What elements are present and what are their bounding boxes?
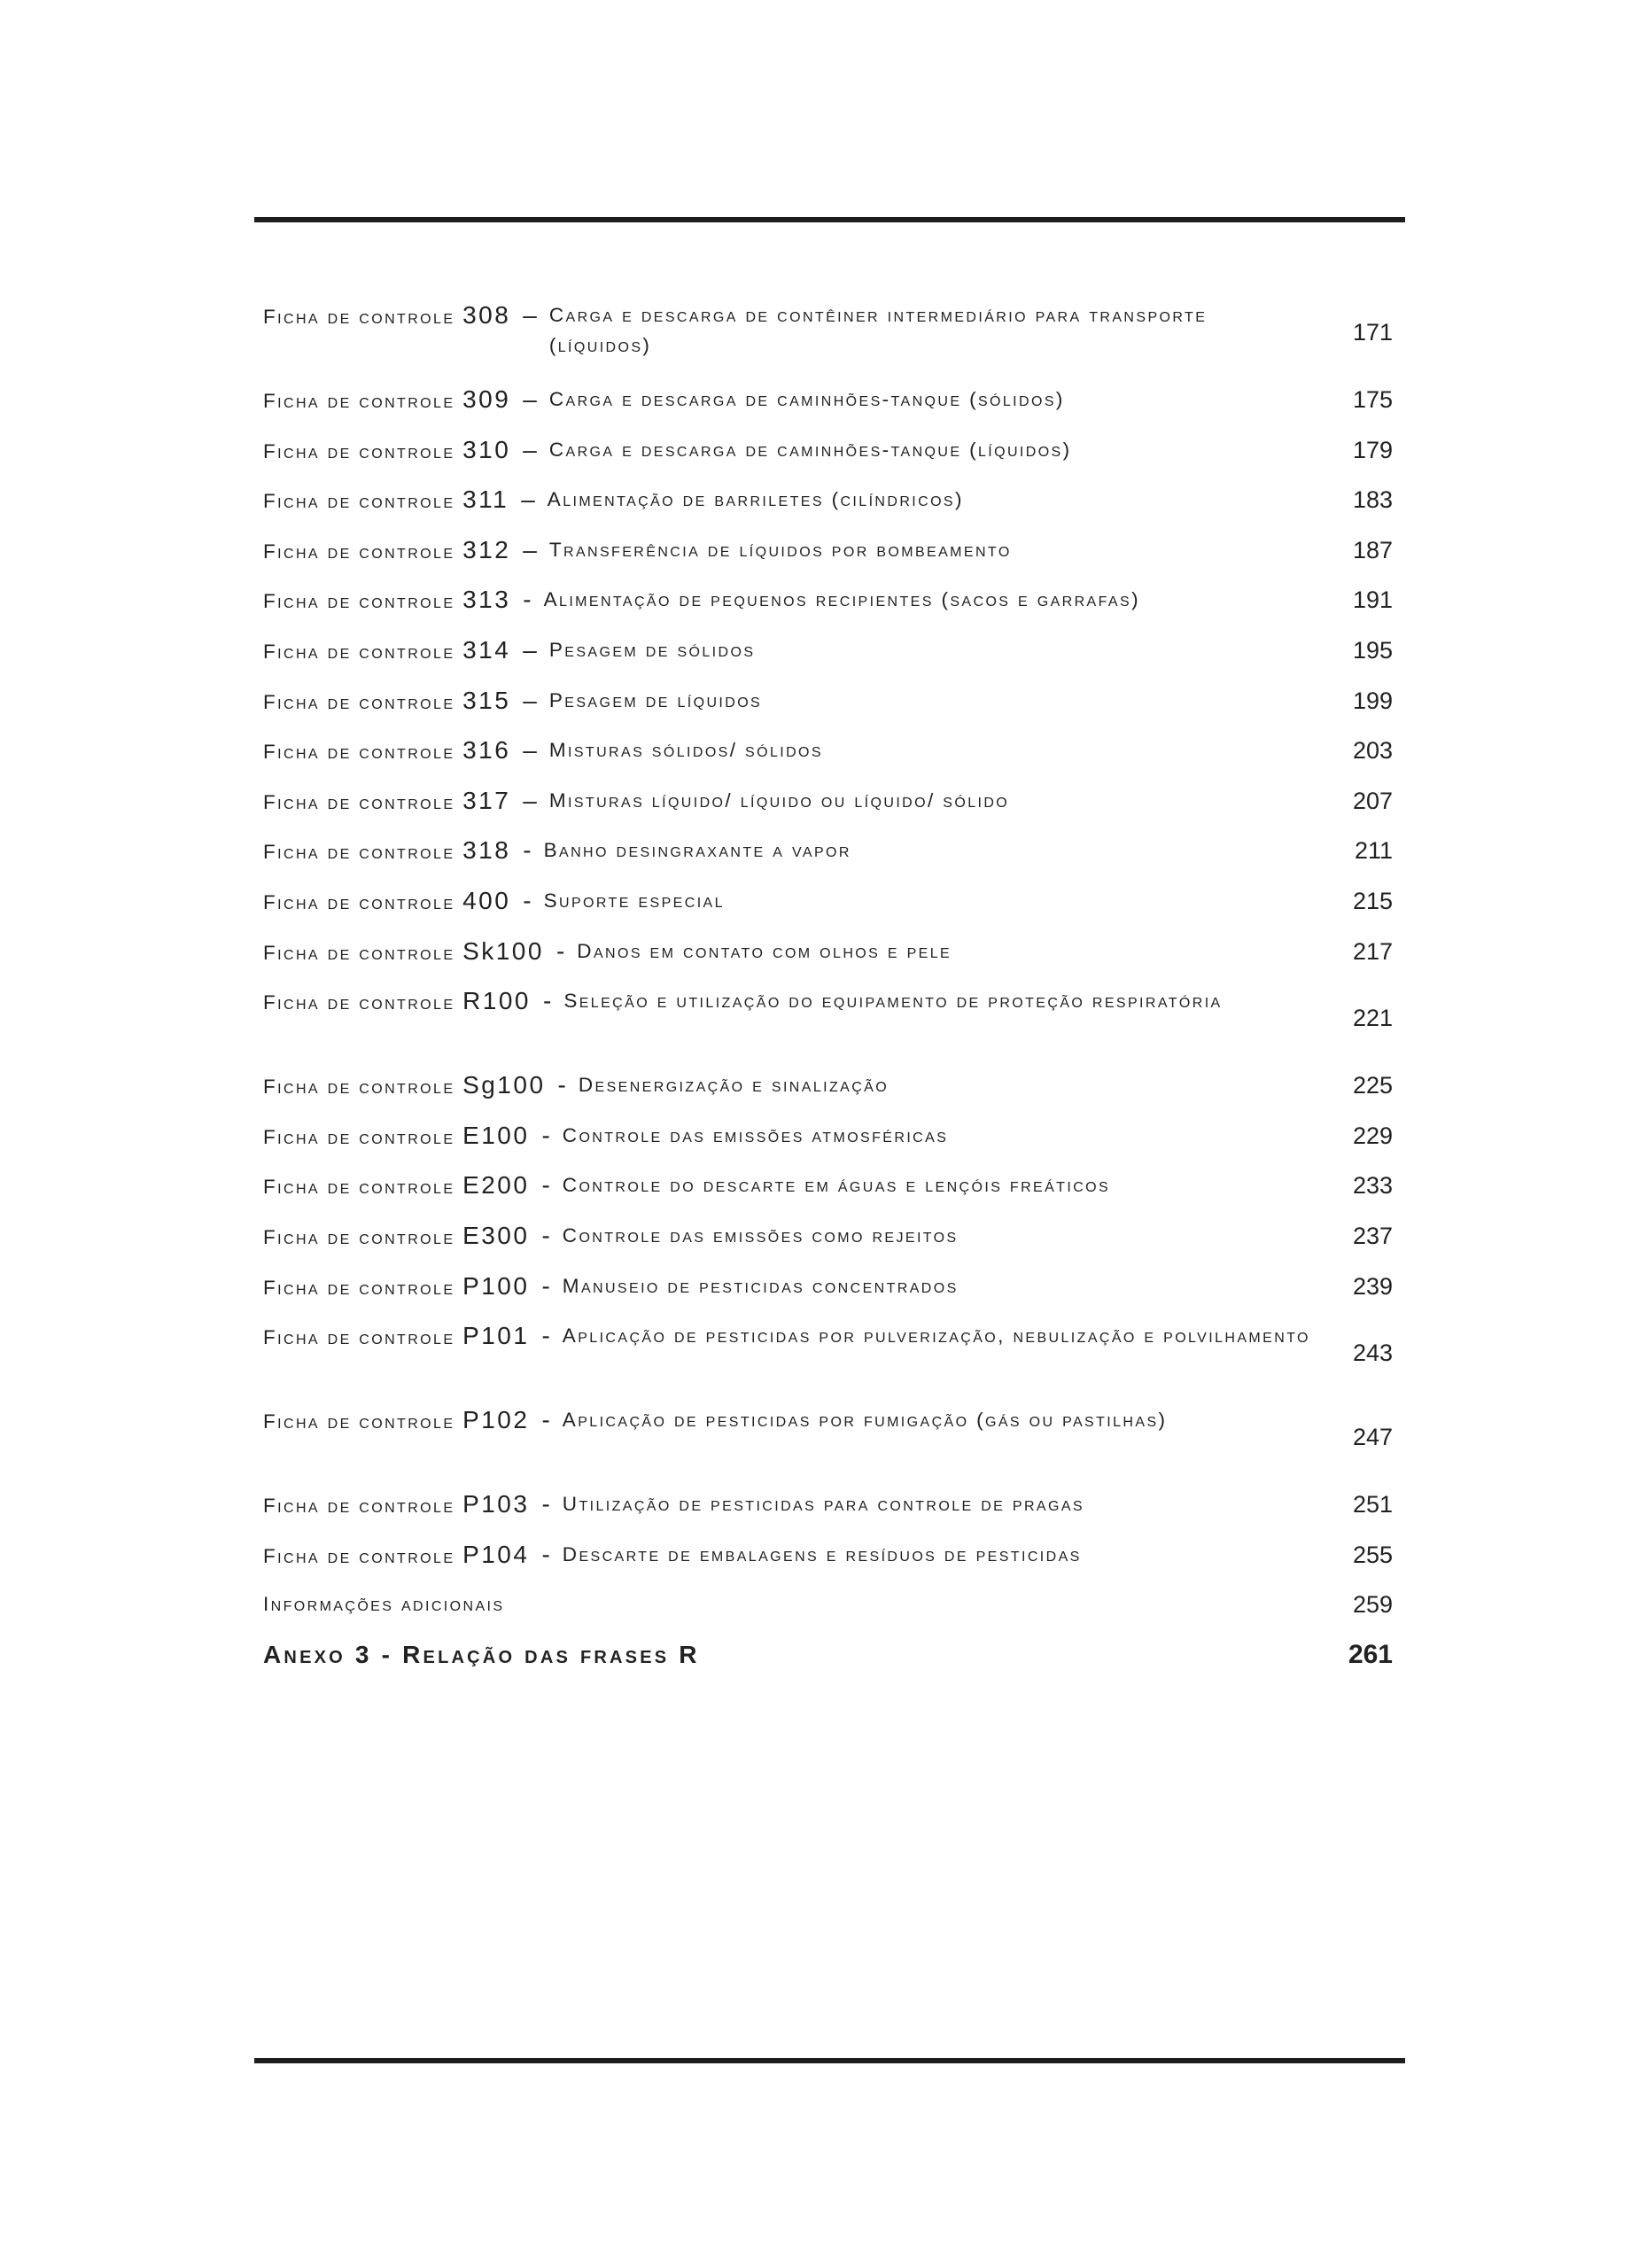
entry-title: Carga e descarga de caminhões-tanque (sólidos) bbox=[548, 388, 1065, 410]
toc-entry[interactable] bbox=[263, 532, 1393, 583]
toc-entry[interactable] bbox=[263, 1318, 1393, 1402]
entry-lead-label: Ficha de controle bbox=[263, 1225, 455, 1248]
entry-title: Controle das emissões atmosféricas bbox=[562, 1123, 949, 1146]
entry-page-number: 187 bbox=[1352, 536, 1393, 563]
entry-page-number: 233 bbox=[1352, 1172, 1393, 1200]
entry-page-number: 251 bbox=[1352, 1491, 1393, 1518]
entry-title: Controle das emissões como rejeitos bbox=[562, 1223, 959, 1247]
entry-lead-label: Ficha de controle bbox=[263, 1544, 455, 1567]
entry-page-number: 239 bbox=[1352, 1272, 1393, 1300]
entry-page-number: 171 bbox=[1352, 319, 1393, 346]
entry-lead-label: Ficha de controle bbox=[263, 790, 455, 813]
entry-lead bbox=[263, 1168, 529, 1205]
entry-page-number: 211 bbox=[1354, 837, 1393, 865]
entry-code: P101 bbox=[462, 1322, 530, 1350]
toc-entry[interactable] bbox=[263, 1269, 1393, 1319]
entry-separator: – bbox=[523, 786, 537, 814]
entry-lead bbox=[263, 1269, 529, 1306]
toc-entry-additional-info[interactable] bbox=[263, 1587, 1393, 1637]
entry-lead bbox=[263, 833, 510, 870]
entry-separator: - bbox=[523, 586, 532, 614]
entry-page-number: 175 bbox=[1352, 386, 1393, 413]
entry-separator: - bbox=[541, 1322, 550, 1350]
entry-page-number: 179 bbox=[1352, 436, 1393, 463]
entry-lead-label: Ficha de controle bbox=[263, 540, 455, 563]
entry-lead bbox=[263, 733, 510, 770]
table-of-contents bbox=[263, 298, 1393, 1690]
entry-lead-label: Ficha de controle bbox=[263, 890, 455, 913]
toc-entry[interactable] bbox=[263, 1068, 1393, 1118]
toc-entry-annex-3[interactable] bbox=[263, 1637, 1393, 1690]
toc-entry[interactable] bbox=[263, 432, 1393, 483]
entry-separator: – bbox=[523, 686, 537, 714]
entry-lead bbox=[263, 783, 510, 820]
entry-code: Sk100 bbox=[462, 936, 544, 965]
toc-entry[interactable] bbox=[263, 1218, 1393, 1269]
entry-code: 309 bbox=[462, 385, 511, 413]
entry-title: Informações adicionais bbox=[263, 1593, 505, 1616]
entry-page-number: 229 bbox=[1352, 1122, 1393, 1149]
entry-lead bbox=[263, 432, 510, 470]
entry-lead-label: Ficha de controle bbox=[263, 1125, 455, 1148]
entry-page-number: 259 bbox=[1352, 1591, 1393, 1619]
entry-separator: - bbox=[543, 987, 552, 1015]
entry-code: 400 bbox=[462, 886, 511, 914]
annex-page-number: 261 bbox=[1348, 1639, 1393, 1669]
entry-separator: – bbox=[523, 535, 537, 563]
entry-title: Carga e descarga de contêiner intermediário para transporte (líquidos) bbox=[548, 304, 1208, 356]
toc-entry[interactable] bbox=[263, 582, 1393, 633]
entry-title: Desenergização e sinalização bbox=[578, 1074, 890, 1097]
entry-separator: – bbox=[523, 435, 537, 463]
entry-lead bbox=[263, 482, 509, 519]
entry-title: Pesagem de líquidos bbox=[548, 688, 763, 711]
toc-entry[interactable] bbox=[263, 482, 1393, 532]
entry-code: 313 bbox=[462, 586, 511, 614]
entry-lead-label: Ficha de controle bbox=[263, 741, 455, 764]
entry-code: R100 bbox=[462, 987, 531, 1015]
entry-page-number: 195 bbox=[1352, 636, 1393, 664]
entry-title: Aplicação de pesticidas por fumigação (gás ou pastilhas) bbox=[562, 1409, 1168, 1432]
entry-separator: – bbox=[523, 301, 537, 329]
entry-lead-label: Ficha de controle bbox=[263, 640, 455, 663]
entry-title: Descarte de embalagens e resíduos de pesticidas bbox=[562, 1542, 1082, 1565]
entry-separator: - bbox=[541, 1490, 550, 1518]
entry-separator: - bbox=[523, 886, 532, 914]
entry-lead-label: Ficha de controle bbox=[263, 439, 455, 462]
entry-code: 311 bbox=[462, 485, 509, 514]
entry-code: P103 bbox=[462, 1490, 530, 1518]
toc-entry[interactable] bbox=[263, 1118, 1393, 1169]
entry-page-number: 207 bbox=[1352, 787, 1393, 814]
entry-title: Aplicação de pesticidas por pulverização, nebulização e polvilhamento bbox=[562, 1324, 1310, 1348]
toc-entry[interactable] bbox=[263, 633, 1393, 683]
toc-entry[interactable] bbox=[263, 298, 1393, 382]
entry-page-number: 203 bbox=[1352, 737, 1393, 765]
entry-title: Transferência de líquidos por bombeamento bbox=[548, 538, 1012, 561]
entry-lead-label: Ficha de controle bbox=[263, 306, 455, 328]
toc-entry[interactable] bbox=[263, 883, 1393, 934]
toc-entry[interactable] bbox=[263, 983, 1393, 1068]
entry-page-number: 247 bbox=[1352, 1424, 1393, 1451]
entry-lead bbox=[263, 382, 510, 419]
entry-lead bbox=[263, 1537, 529, 1574]
toc-entry[interactable] bbox=[263, 833, 1393, 883]
entry-page-number: 237 bbox=[1352, 1222, 1393, 1249]
toc-entry[interactable] bbox=[263, 683, 1393, 734]
entry-lead bbox=[263, 683, 510, 720]
entry-title: Pesagem de sólidos bbox=[548, 638, 756, 661]
entry-code: 314 bbox=[462, 635, 511, 664]
entry-lead-label: Ficha de controle bbox=[263, 841, 455, 864]
entry-lead-label: Ficha de controle bbox=[263, 1410, 455, 1433]
entry-lead bbox=[263, 633, 510, 670]
entry-separator: - bbox=[541, 1171, 550, 1200]
entry-separator: – bbox=[521, 485, 535, 514]
entry-separator: - bbox=[523, 836, 532, 865]
entry-title: Banho desingraxante a vapor bbox=[543, 839, 851, 862]
entry-lead-label: Ficha de controle bbox=[263, 1326, 455, 1349]
entry-page-number: 183 bbox=[1352, 486, 1393, 514]
entry-separator: – bbox=[523, 736, 537, 765]
entry-title: Suporte especial bbox=[543, 889, 725, 912]
entry-code: P102 bbox=[462, 1406, 530, 1434]
entry-separator: - bbox=[541, 1406, 550, 1434]
entry-lead-label: Ficha de controle bbox=[263, 1495, 455, 1518]
entry-lead bbox=[263, 1487, 529, 1524]
entry-separator: – bbox=[523, 635, 537, 664]
entry-lead-label: Ficha de controle bbox=[263, 490, 455, 513]
entry-separator: - bbox=[541, 1221, 550, 1249]
entry-lead-label: Ficha de controle bbox=[263, 991, 455, 1014]
entry-title: Utilização de pesticidas para controle de pragas bbox=[562, 1493, 1084, 1516]
entry-title: Alimentação de barriletes (cilíndricos) bbox=[547, 488, 964, 511]
toc-entry[interactable] bbox=[263, 733, 1393, 783]
annex-title: Anexo 3 - Relação das frases R bbox=[263, 1640, 700, 1668]
entry-lead-label: Ficha de controle bbox=[263, 690, 455, 713]
entry-code: Sg100 bbox=[462, 1071, 546, 1099]
entry-title: Carga e descarga de caminhões-tanque (líquidos) bbox=[548, 438, 1072, 461]
entry-lead bbox=[263, 983, 531, 1021]
toc-entry[interactable] bbox=[263, 1402, 1393, 1487]
entry-page-number: 217 bbox=[1352, 937, 1393, 965]
entry-title: Seleção e utilização do equipamento de proteção respiratória bbox=[563, 990, 1223, 1013]
entry-code: E300 bbox=[462, 1221, 530, 1249]
entry-lead-label: Ficha de controle bbox=[263, 390, 455, 412]
entry-lead bbox=[263, 298, 510, 335]
entry-title: Manuseio de pesticidas concentrados bbox=[562, 1274, 959, 1297]
entry-lead-label: Ficha de controle bbox=[263, 1176, 455, 1199]
toc-entry[interactable] bbox=[263, 783, 1393, 834]
entry-code: P104 bbox=[462, 1540, 530, 1568]
entry-lead bbox=[263, 883, 510, 920]
entry-title: Danos em contato com olhos e pele bbox=[577, 939, 952, 962]
entry-title: Controle do descarte em águas e lençóis freáticos bbox=[562, 1174, 1111, 1197]
entry-title: Misturas sólidos/ sólidos bbox=[548, 739, 823, 762]
entry-code: 312 bbox=[462, 535, 511, 563]
entry-code: 317 bbox=[462, 786, 511, 814]
entry-lead bbox=[263, 1402, 529, 1440]
entry-code: 315 bbox=[462, 686, 511, 714]
entry-page-number: 191 bbox=[1352, 586, 1393, 614]
entry-lead-label: Ficha de controle bbox=[263, 941, 455, 964]
bottom-rule bbox=[254, 2058, 1405, 2063]
entry-lead bbox=[263, 934, 544, 971]
entry-lead bbox=[263, 1068, 546, 1105]
entry-separator: - bbox=[557, 1071, 566, 1099]
entry-code: E200 bbox=[462, 1171, 530, 1200]
entry-lead-label: Ficha de controle bbox=[263, 1276, 455, 1299]
entry-lead bbox=[263, 1118, 529, 1155]
top-rule bbox=[254, 217, 1405, 222]
entry-lead bbox=[263, 1218, 529, 1255]
entry-lead bbox=[263, 1318, 529, 1355]
entry-separator: - bbox=[541, 1540, 550, 1568]
toc-entry[interactable] bbox=[263, 934, 1393, 984]
entry-code: 310 bbox=[462, 435, 511, 463]
toc-entry[interactable] bbox=[263, 1537, 1393, 1588]
entry-separator: - bbox=[541, 1271, 550, 1300]
toc-entry[interactable] bbox=[263, 1168, 1393, 1218]
entry-page-number: 215 bbox=[1352, 887, 1393, 914]
entry-separator: - bbox=[555, 936, 565, 965]
entry-code: 316 bbox=[462, 736, 511, 765]
entry-page-number: 243 bbox=[1352, 1340, 1393, 1367]
entry-code: P100 bbox=[462, 1271, 530, 1300]
entry-page-number: 225 bbox=[1352, 1072, 1393, 1099]
entry-code: 318 bbox=[462, 836, 511, 865]
entry-page-number: 221 bbox=[1352, 1005, 1393, 1032]
entry-lead-label: Ficha de controle bbox=[263, 590, 455, 613]
toc-entry[interactable] bbox=[263, 382, 1393, 432]
entry-title: Misturas líquido/ líquido ou líquido/ sólido bbox=[548, 788, 1010, 812]
entry-separator: – bbox=[523, 385, 537, 413]
entry-lead bbox=[263, 532, 510, 570]
entry-page-number: 199 bbox=[1352, 687, 1393, 714]
entry-separator: - bbox=[541, 1121, 550, 1149]
entry-lead-label: Ficha de controle bbox=[263, 1076, 455, 1099]
entry-code: E100 bbox=[462, 1121, 530, 1149]
entry-code: 308 bbox=[462, 301, 511, 329]
entry-lead bbox=[263, 582, 510, 619]
toc-entry[interactable] bbox=[263, 1487, 1393, 1537]
entry-page-number: 255 bbox=[1352, 1541, 1393, 1568]
entry-title: Alimentação de pequenos recipientes (sacos e garrafas) bbox=[543, 588, 1140, 611]
